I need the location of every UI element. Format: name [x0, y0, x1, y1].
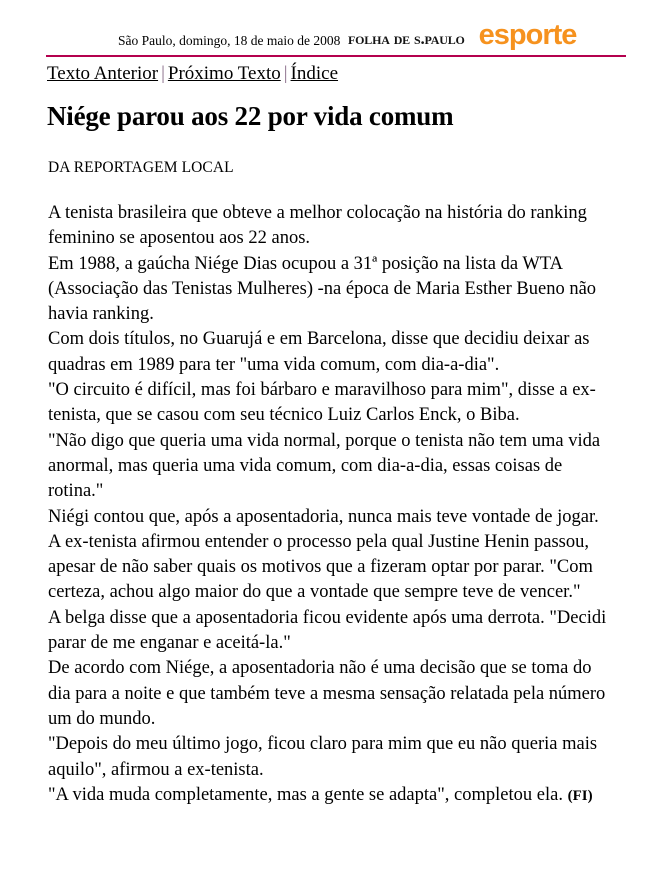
article-paragraph: Em 1988, a gaúcha Niége Dias ocupou a 31ª posição na lista da WTA (Associação das Tenistas Mulheres) -na época de Maria Esther Bueno não havia ranking. [48, 253, 597, 325]
nav-link-index[interactable]: Índice [290, 63, 339, 84]
article-byline: DA REPORTAGEM LOCAL [48, 159, 234, 176]
article-paragraph: "Depois do meu último jogo, ficou claro para mim que eu não queria mais aquilo", afirmou a ex-tenista. [48, 734, 598, 780]
article-content [47, 100, 647, 805]
article-paragraph: A belga disse que a aposentadoria ficou evidente após uma derrota. "Decidi parar de me enganar e aceitá-la." [48, 607, 607, 654]
article-paragraph-final [48, 783, 608, 809]
nav-link-previous-text[interactable]: Texto Anterior [47, 63, 159, 84]
article-credit: (FI) [567, 787, 593, 804]
brand-group [348, 21, 576, 50]
header-divider [46, 55, 626, 57]
nav-link-next-text[interactable]: Próximo Texto [167, 63, 281, 84]
article-body [48, 201, 608, 809]
article-navigation [47, 61, 338, 87]
folha-logo: folha de s.paulo [348, 29, 465, 48]
article-headline: Niége parou aos 22 por vida comum [47, 101, 454, 131]
article-paragraph: Niégi contou que, após a aposentadoria, nunca mais teve vontade de jogar. [48, 506, 599, 527]
masthead [0, 0, 666, 58]
article-paragraph: "O circuito é difícil, mas foi bárbaro e maravilhoso para mim", disse a ex-tenista, que se casou com seu técnico Luiz Carlos Enck, o Biba. [48, 380, 596, 426]
article-paragraph: "Não digo que queria uma vida normal, porque o tenista não tem uma vida anormal, mas queria uma vida comum, com dia-a-dia, essas coisas de rotina." [48, 430, 601, 502]
nav-separator-2: | [283, 63, 288, 84]
nav-separator-1: | [161, 63, 165, 84]
article-paragraph: A tenista brasileira que obteve a melhor colocação na história do ranking feminino se aposentou aos 22 anos. [48, 203, 587, 249]
section-logo-esporte: esporte [478, 19, 577, 51]
dateline: São Paulo, domingo, 18 de maio de 2008 [118, 33, 341, 48]
article-final-text: "A vida muda completamente, mas a gente se adapta", completou ela. [48, 784, 568, 805]
article-paragraph: De acordo com Niége, a aposentadoria não é uma decisão que se toma do dia para a noite e que também teve a mesma sensação relatada pela número um do mundo. [48, 658, 606, 729]
article-paragraph: Com dois títulos, no Guarujá e em Barcelona, disse que decidiu deixar as quadras em 1989 para ter "uma vida comum, com dia-a-dia". [48, 329, 590, 375]
article-paragraph: A ex-tenista afirmou entender o processo pela qual Justine Henin passou, apesar de não saber quais os motivos que a fizeram optar por parar. "Com certeza, achou algo maior do que a vontade que sempre teve de vencer." [48, 531, 593, 603]
